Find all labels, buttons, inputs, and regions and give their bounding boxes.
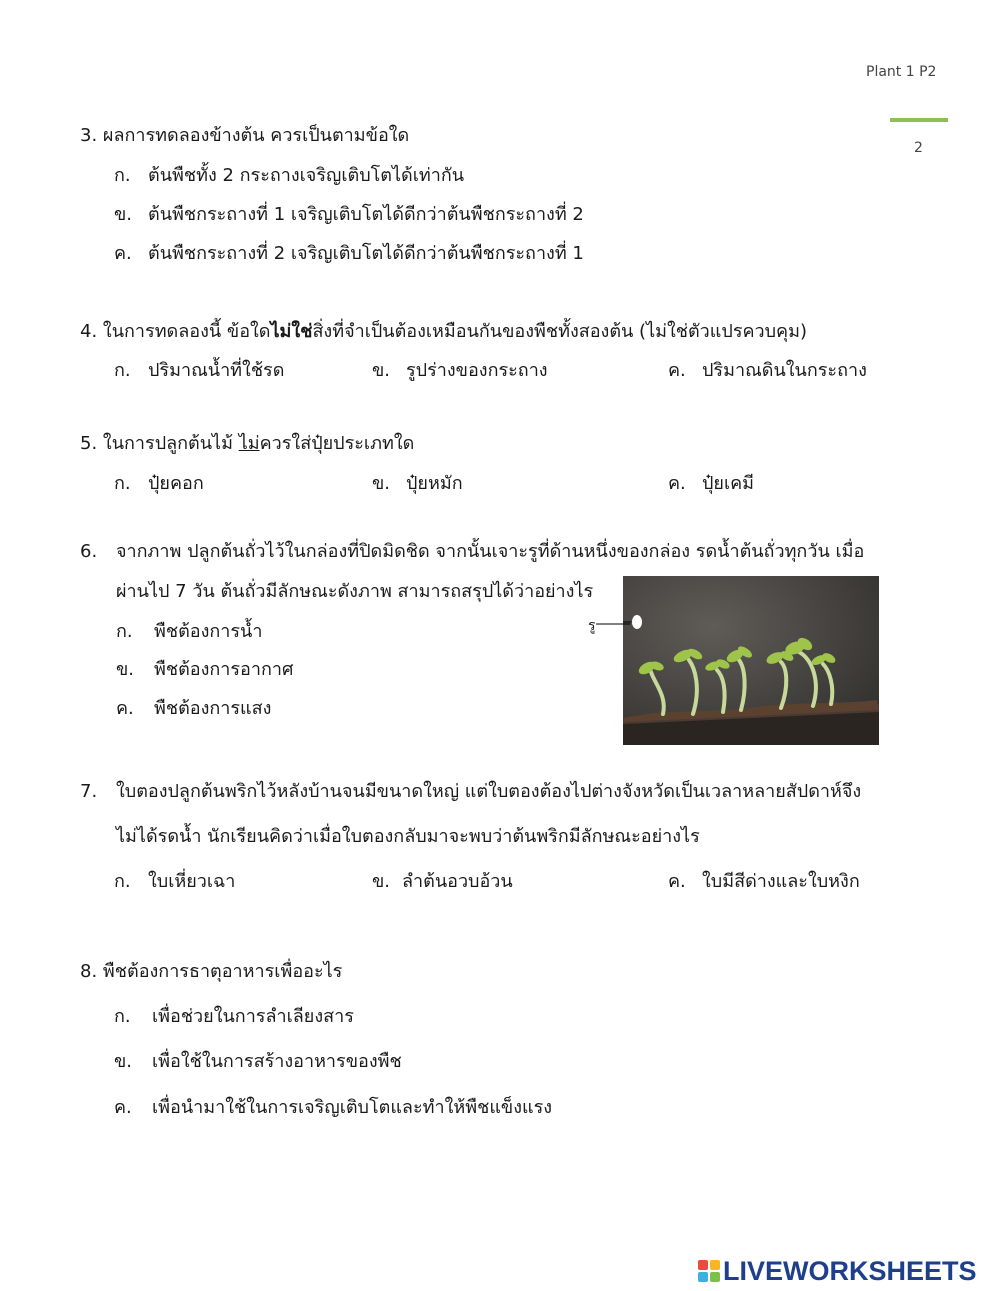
option-text: ปุ๋ยคอก (148, 473, 204, 494)
accent-bar (890, 118, 948, 122)
question-number: 8. (80, 961, 98, 982)
question-3 (80, 124, 409, 148)
liveworksheets-icon (698, 1260, 720, 1282)
q6-option-c[interactable] (116, 697, 271, 721)
question-5 (80, 432, 414, 456)
q6-option-b[interactable] (116, 658, 293, 682)
option-text: พืชต้องการแสง (154, 698, 272, 719)
option-letter: ก. (114, 360, 131, 381)
question-text: พืชต้องการธาตุอาหารเพื่ออะไร (102, 961, 343, 982)
option-letter: ข. (114, 204, 133, 225)
question-text-line1: ใบตองปลูกต้นพริกไว้หลังบ้านจนมีขนาดใหญ่ แต่ใบตองต้องไปต่างจังหวัดเป็นเวลาหลายสัปดาห์จึง (116, 781, 862, 802)
option-letter: ค. (668, 871, 686, 892)
question-text-line1: จากภาพ ปลูกต้นถั่วไว้ในกล่องที่ปิดมิดชิด จากนั้นเจาะรูที่ด้านหนึ่งของกล่อง รดน้ำต้นถั่วทุกวัน เมื่อ (116, 541, 865, 562)
option-letter: ก. (114, 165, 131, 186)
hole-label: รู (588, 618, 596, 634)
question-text-underline: ไม่ (238, 433, 260, 454)
option-letter: ข. (114, 1051, 133, 1072)
question-text-after: สิ่งที่จำเป็นต้องเหมือนกันของพืชทั้งสองต้น (ไม่ใช่ตัวแปรควบคุม) (312, 321, 807, 342)
option-text: รูปร่างของกระถาง (406, 360, 548, 381)
page-number: 2 (914, 140, 923, 156)
option-text: เพื่อนำมาใช้ในการเจริญเติบโตและทำให้พืชแข็งแรง (152, 1097, 553, 1118)
option-text: พืชต้องการน้ำ (154, 621, 263, 642)
question-6 (80, 540, 864, 564)
option-text: ใบเหี่ยวเฉา (148, 871, 236, 892)
question-text-before: ในการทดลองนี้ ข้อใด (102, 321, 271, 342)
question-text-after: ควรใส่ปุ๋ยประเภทใด (259, 433, 415, 454)
option-letter: ก. (114, 871, 131, 892)
question-number: 3. (80, 125, 98, 146)
option-letter: ข. (372, 871, 391, 892)
q3-option-c[interactable] (114, 242, 584, 266)
q3-option-a[interactable] (114, 164, 464, 188)
liveworksheets-logo[interactable] (698, 1256, 977, 1286)
option-text: เพื่อช่วยในการลำเลียงสาร (152, 1006, 354, 1027)
question-text-before: ในการปลูกต้นไม้ (102, 433, 239, 454)
option-letter: ข. (116, 659, 135, 680)
question-number: 4. (80, 321, 98, 342)
option-letter: ก. (114, 473, 131, 494)
q7-option-b[interactable] (372, 870, 513, 894)
q4-option-c[interactable] (668, 359, 867, 383)
question-number: 5. (80, 433, 98, 454)
q5-option-a[interactable] (114, 472, 204, 496)
option-text: ต้นพืชทั้ง 2 กระถางเจริญเติบโตได้เท่ากัน (148, 165, 465, 186)
option-text: ต้นพืชกระถางที่ 1 เจริญเติบโตได้ดีกว่าต้นพืชกระถางที่ 2 (148, 204, 584, 225)
option-letter: ค. (668, 360, 686, 381)
option-text: ปุ๋ยหมัก (406, 473, 463, 494)
seedling-photo (623, 576, 879, 745)
q8-option-a[interactable] (114, 1005, 354, 1029)
question-7 (80, 780, 861, 804)
option-text: ปุ๋ยเคมี (702, 473, 755, 494)
question-number: 7. (80, 781, 98, 802)
q3-option-b[interactable] (114, 203, 584, 227)
question-6-line2: ผ่านไป 7 วัน ต้นถั่วมีลักษณะดังภาพ สามารถสรุปได้ว่าอย่างไร (116, 581, 594, 602)
q7-option-c[interactable] (668, 870, 860, 894)
question-number: 6. (80, 541, 98, 562)
option-text: ลำต้นอวบอ้วน (402, 871, 513, 892)
hole-pointer (596, 621, 630, 627)
option-text: ปริมาณดินในกระถาง (702, 360, 867, 381)
option-letter: ก. (114, 1006, 131, 1027)
q5-option-c[interactable] (668, 472, 754, 496)
q6-option-a[interactable] (116, 620, 262, 644)
q8-option-c[interactable] (114, 1096, 552, 1120)
option-letter: ข. (372, 360, 391, 381)
question-4 (80, 320, 807, 344)
option-text: เพื่อใช้ในการสร้างอาหารของพืช (152, 1051, 402, 1072)
question-8 (80, 960, 342, 984)
option-letter: ค. (114, 243, 132, 264)
box-hole (632, 615, 642, 629)
option-letter: ค. (668, 473, 686, 494)
option-text: ปริมาณน้ำที่ใช้รด (148, 360, 285, 381)
liveworksheets-wordmark: LIVEWORKSHEETS (723, 1255, 977, 1286)
option-letter: ค. (114, 1097, 132, 1118)
option-text: พืชต้องการอากาศ (154, 659, 294, 680)
header-label: Plant 1 P2 (866, 64, 937, 80)
q7-option-a[interactable] (114, 870, 235, 894)
option-letter: ข. (372, 473, 391, 494)
option-text: ต้นพืชกระถางที่ 2 เจริญเติบโตได้ดีกว่าต้นพืชกระถางที่ 1 (148, 243, 584, 264)
question-7-line2: ไม่ได้รดน้ำ นักเรียนคิดว่าเมื่อใบตองกลับมาจะพบว่าต้นพริกมีลักษณะอย่างไร (116, 826, 700, 847)
q5-option-b[interactable] (372, 472, 463, 496)
option-letter: ค. (116, 698, 134, 719)
option-letter: ก. (116, 621, 133, 642)
option-text: ใบมีสีด่างและใบหงิก (702, 871, 860, 892)
q8-option-b[interactable] (114, 1050, 402, 1074)
question-text-bold: ไม่ใช่ (270, 321, 313, 342)
q4-option-b[interactable] (372, 359, 548, 383)
question-text: ผลการทดลองข้างต้น ควรเป็นตามข้อใด (102, 125, 410, 146)
q4-option-a[interactable] (114, 359, 284, 383)
